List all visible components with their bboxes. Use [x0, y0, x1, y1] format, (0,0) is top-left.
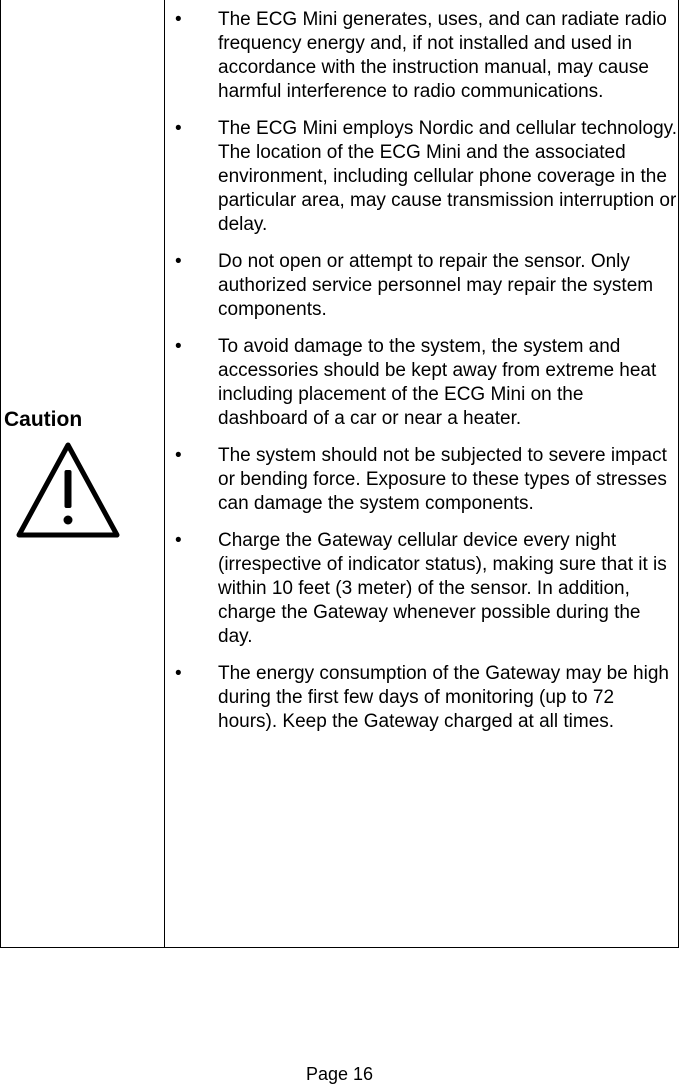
- caution-label-cell: [1, 0, 164, 947]
- caution-content-cell: [165, 0, 679, 747]
- bullet-text: Do not open or attempt to repair the sensor. Only authorized service personnel may repair the system components.: [218, 251, 654, 320]
- bullet-text: The energy consumption of the Gateway may be high during the first few days of monitoring (up to 72 hours). Keep the Gateway charged at all times.: [218, 663, 669, 732]
- page-number: Page 16: [305, 1064, 374, 1084]
- list-item: [165, 662, 679, 734]
- bullet-text: Charge the Gateway cellular device every night (irrespective of indicator status), making sure that it is within 10 feet (3 meter) of the sensor. In addition, charge the Gateway whenever possible during the day.: [218, 530, 667, 647]
- bullet-dot: •: [175, 530, 182, 551]
- bullet-text: To avoid damage to the system, the system and accessories should be kept away from extreme heat including placement of the ECG Mini on the dashboard of a car or near a heater.: [218, 336, 657, 429]
- caution-bullet-list: [165, 0, 679, 734]
- bullet-dot: •: [175, 663, 182, 684]
- list-item: [165, 250, 679, 322]
- list-item: [165, 444, 679, 516]
- bullet-dot: •: [175, 9, 182, 30]
- caution-label: Caution: [4, 408, 83, 431]
- bullet-text: The system should not be subjected to severe impact or bending force. Exposure to these types of stresses can damage the system components.: [218, 445, 667, 514]
- list-item: [165, 8, 679, 104]
- bullet-dot: •: [175, 445, 182, 466]
- bullet-text: The ECG Mini employs Nordic and cellular technology. The location of the ECG Mini and the associated environment, including cellular phone coverage in the particular area, may cause transmission interruption or delay.: [218, 118, 678, 235]
- list-item: [165, 117, 679, 237]
- warning-triangle-icon: [13, 438, 123, 542]
- bullet-text: The ECG Mini generates, uses, and can radiate radio frequency energy and, if not installed and used in accordance with the instruction manual, may cause harmful interference to radio communications.: [218, 9, 667, 102]
- bullet-dot: •: [175, 118, 182, 139]
- bullet-dot: •: [175, 336, 182, 357]
- bullet-dot: •: [175, 251, 182, 272]
- list-item: [165, 529, 679, 649]
- list-item: [165, 335, 679, 431]
